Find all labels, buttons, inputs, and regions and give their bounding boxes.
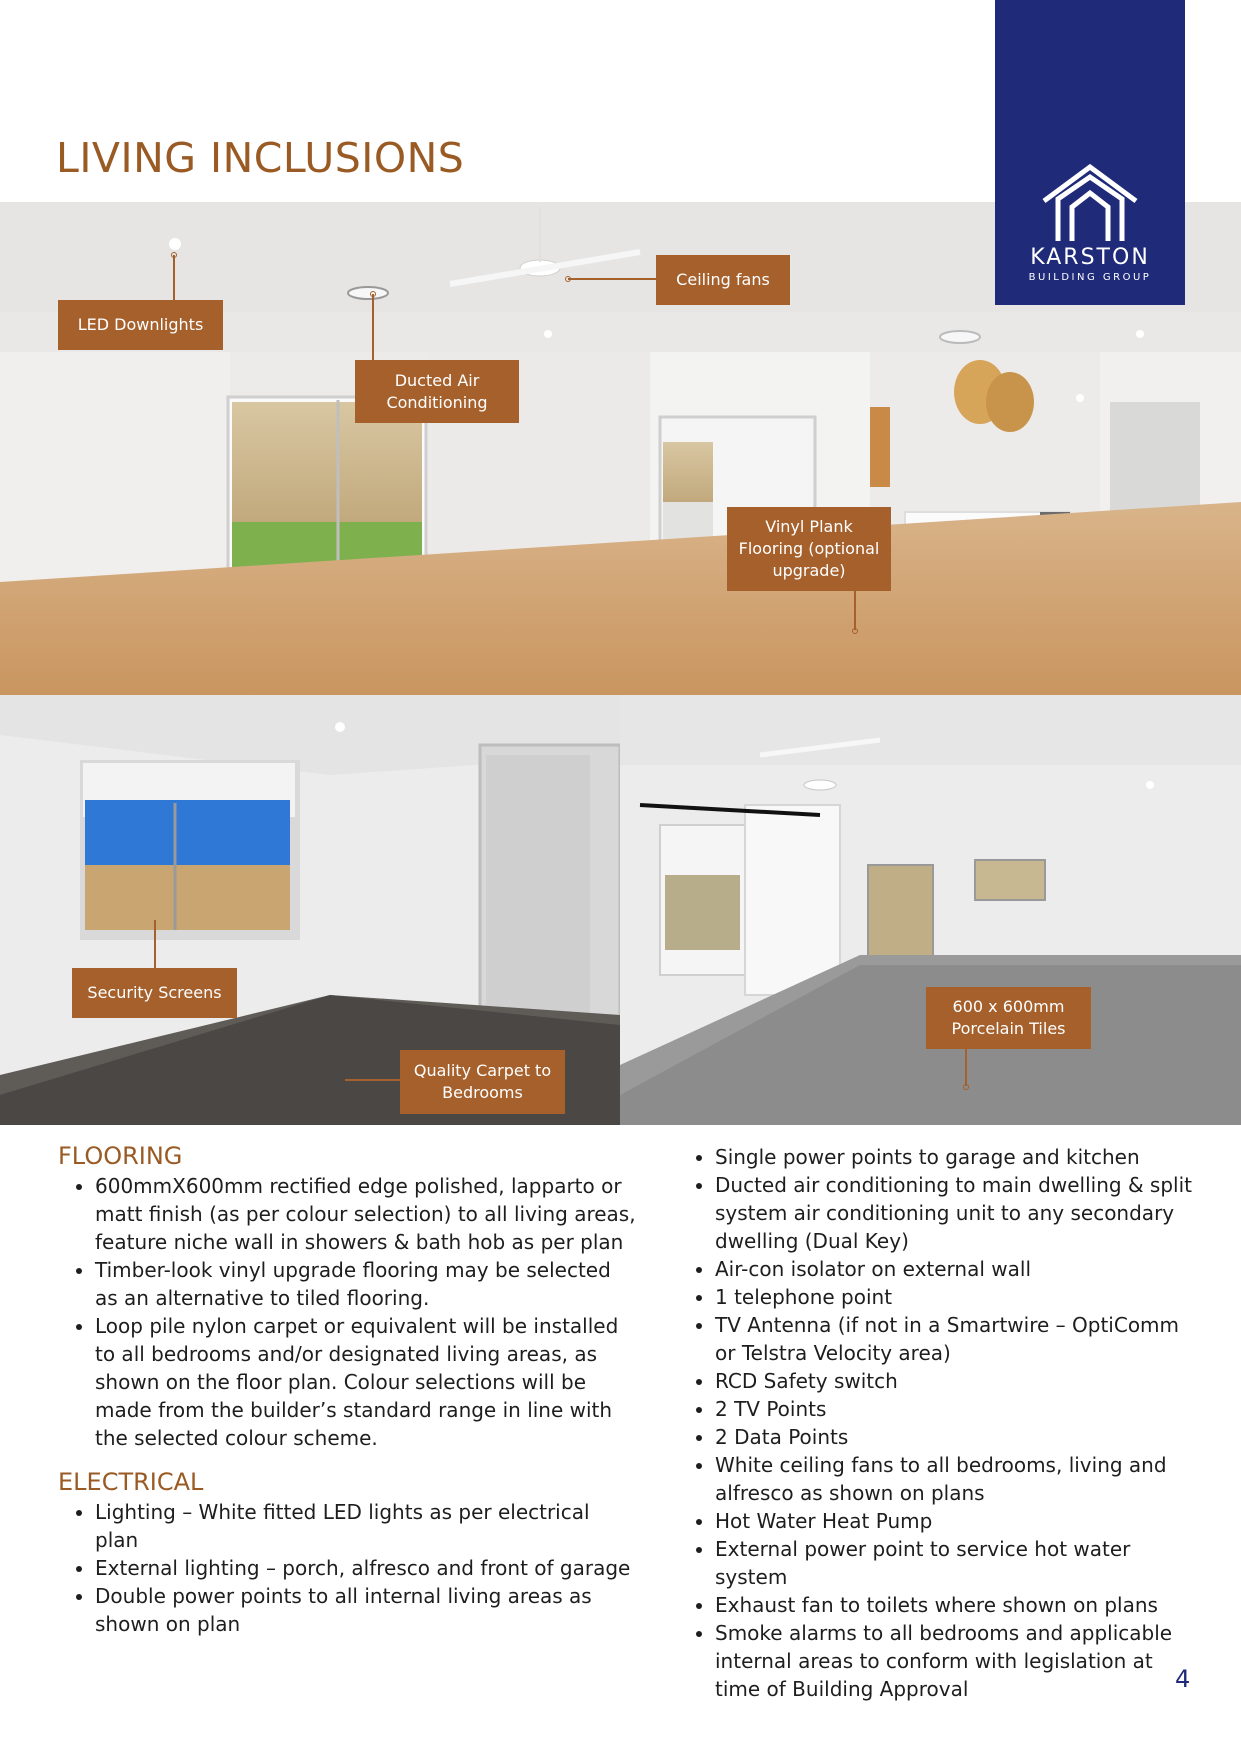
list-item: • Loop pile nylon carpet or equivalent will be installed to all bedrooms and/or designated living areas, as shown on the floor plan. Colour selections will be made from the builder’s standard range in line with the selected colour scheme. — [95, 1312, 638, 1452]
porcelain-tiles-leader — [965, 1048, 967, 1086]
ducted-air-dot — [370, 291, 376, 297]
brand-logo — [995, 0, 1185, 305]
security-screens-leader — [154, 920, 156, 970]
list-item: • 2 TV Points — [715, 1395, 1198, 1423]
flooring-list — [58, 1172, 638, 1452]
porcelain-tiles-dot — [963, 1084, 969, 1090]
list-item: • Lighting – White fitted LED lights as per electrical plan — [95, 1498, 638, 1554]
list-item: • 1 telephone point — [715, 1283, 1198, 1311]
brand-name: KARSTON — [1030, 245, 1150, 270]
led-downlights-leader — [173, 255, 175, 300]
callout-quality-carpet: Quality Carpet to Bedrooms — [400, 1050, 565, 1114]
left-column — [58, 1140, 638, 1652]
electrical-list-left — [58, 1498, 638, 1638]
list-item: • Double power points to all internal living areas as shown on plan — [95, 1582, 638, 1638]
ceiling-fans-dot — [565, 276, 571, 282]
electrical-heading: ELECTRICAL — [58, 1468, 204, 1496]
vinyl-plank-dot — [852, 628, 858, 634]
tiled-living-photo — [620, 695, 1241, 1125]
list-item: • External power point to service hot water system — [715, 1535, 1198, 1591]
callout-vinyl-plank: Vinyl Plank Flooring (optional upgrade) — [727, 507, 891, 591]
page-number: 4 — [1175, 1665, 1191, 1693]
list-item: • Hot Water Heat Pump — [715, 1507, 1198, 1535]
electrical-list-right — [678, 1143, 1198, 1703]
list-item: • RCD Safety switch — [715, 1367, 1198, 1395]
brand-subtitle: BUILDING GROUP — [1028, 272, 1152, 283]
list-item: • Single power points to garage and kitchen — [715, 1143, 1198, 1171]
list-item: • 2 Data Points — [715, 1423, 1198, 1451]
list-item: • White ceiling fans to all bedrooms, living and alfresco as shown on plans — [715, 1451, 1198, 1507]
callout-porcelain-tiles: 600 x 600mm Porcelain Tiles — [926, 987, 1091, 1049]
ducted-air-leader — [372, 294, 374, 360]
house-logo-icon — [1038, 163, 1142, 241]
vinyl-plank-leader — [854, 590, 856, 630]
right-column — [678, 1143, 1198, 1717]
led-downlights-dot — [171, 252, 177, 258]
ceiling-fans-leader — [568, 278, 656, 280]
list-item: • External lighting – porch, alfresco and front of garage — [95, 1554, 638, 1582]
list-item: • Ducted air conditioning to main dwelling & split system air conditioning unit to any secondary dwelling (Dual Key) — [715, 1171, 1198, 1255]
page-title: LIVING INCLUSIONS — [56, 134, 465, 182]
list-item: • Timber-look vinyl upgrade flooring may be selected as an alternative to tiled flooring. — [95, 1256, 638, 1312]
list-item: • TV Antenna (if not in a Smartwire – OptiComm or Telstra Velocity area) — [715, 1311, 1198, 1367]
quality-carpet-leader — [345, 1079, 401, 1081]
list-item: • Air-con isolator on external wall — [715, 1255, 1198, 1283]
callout-ceiling-fans: Ceiling fans — [656, 255, 790, 305]
callout-led-downlights: LED Downlights — [58, 300, 223, 350]
flooring-heading: FLOORING — [58, 1142, 183, 1170]
list-item: • Exhaust fan to toilets where shown on plans — [715, 1591, 1198, 1619]
list-item: • 600mmX600mm rectified edge polished, lapparto or matt finish (as per colour selection) to all living areas, feature niche wall in showers & bath hob as per plan — [95, 1172, 638, 1256]
list-item: • Smoke alarms to all bedrooms and applicable internal areas to conform with legislation at time of Building Approval — [715, 1619, 1198, 1703]
callout-security-screens: Security Screens — [72, 968, 237, 1018]
callout-ducted-air-conditioning: Ducted Air Conditioning — [355, 360, 519, 423]
